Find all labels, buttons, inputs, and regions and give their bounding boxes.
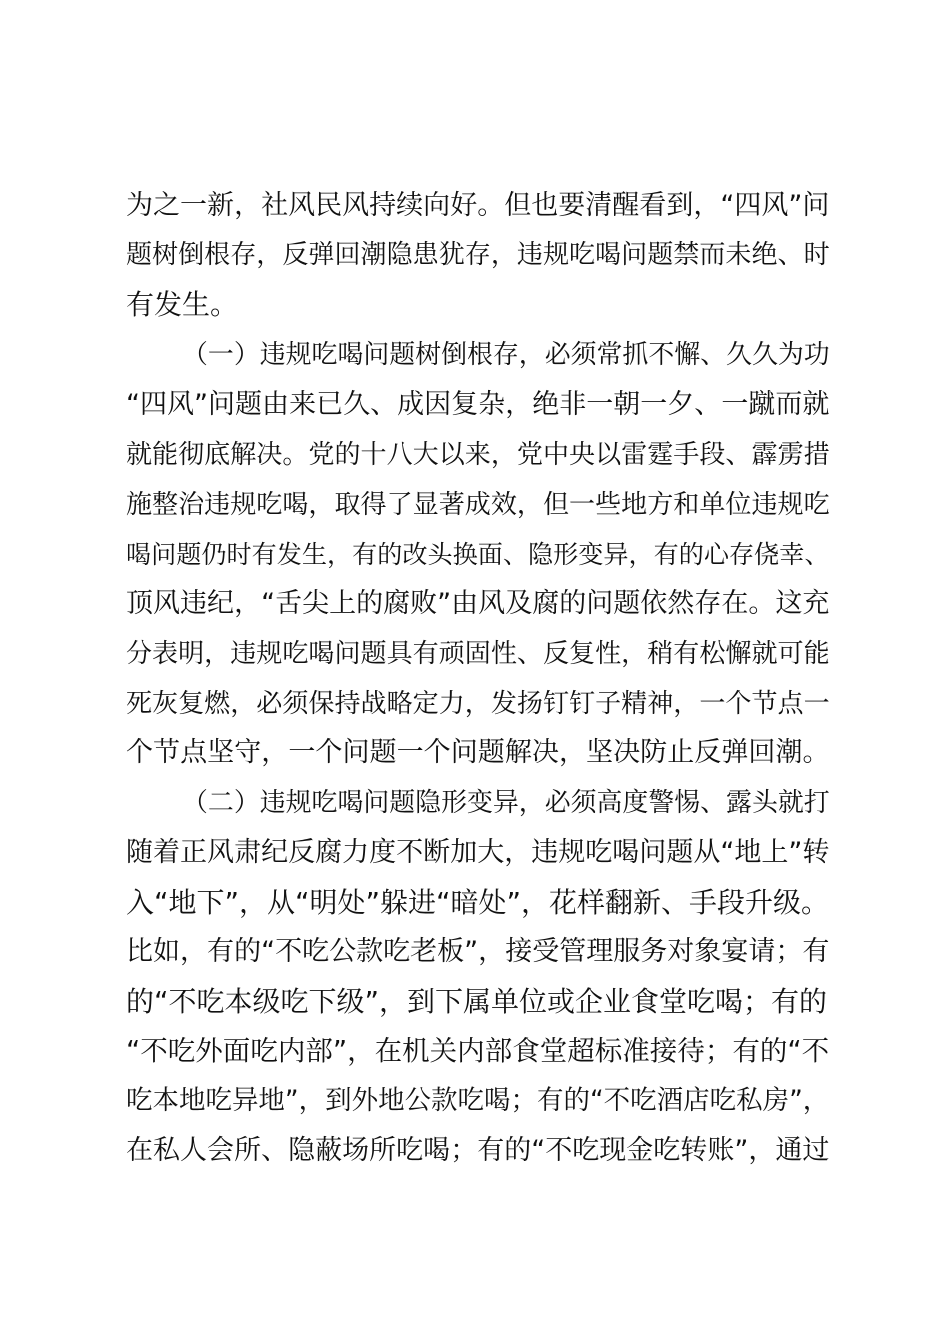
section-heading: （二）违规吃喝问题隐形变异，必须高度警惕、露头就打 (182, 788, 830, 818)
text-line: 个节点坚守，一个问题一个问题解决，坚决防止反弹回潮。 (126, 737, 830, 768)
text-line: 有发生。 (126, 288, 239, 321)
text-line: 施整治违规吃喝，取得了显著成效，但一些地方和单位违规吃 (126, 490, 830, 520)
text-line: 分表明，违规吃喝问题具有顽固性、反复性，稍有松懈就可能 (126, 639, 830, 669)
section-heading: （一）违规吃喝问题树倒根存，必须常抓不懈、久久为功 (182, 340, 830, 370)
text-line: 随着正风肃纪反腐力度不断加大，违规吃喝问题从“地上”转 (126, 837, 830, 868)
text-line: 吃本地吃异地”，到外地公款吃喝；有的“不吃酒店吃私房”， (126, 1085, 830, 1116)
text-line: 的“不吃本级吃下级”，到下属单位或企业食堂吃喝；有的 (126, 985, 828, 1018)
text-line: 喝问题仍时有发生，有的改头换面、隐形变异，有的心存侥幸、 (126, 540, 830, 569)
text-line: 题树倒根存，反弹回潮隐患犹存，违规吃喝问题禁而未绝、时 (126, 240, 830, 270)
text-line: 就能彻底解决。党的十八大以来，党中央以雷霆手段、霹雳措 (126, 440, 830, 470)
text-line: 死灰复燃，必须保持战略定力，发扬钉钉子精神，一个节点一 (126, 689, 830, 719)
text-line: 为之一新，社风民风持续向好。但也要清醒看到，“四风”问 (126, 190, 830, 221)
text-line: 顶风违纪，“舌尖上的腐败”由风及腐的问题依然存在。这充 (126, 588, 830, 619)
text-line: “四风”问题由来已久、成因复杂，绝非一朝一夕、一蹴而就 (126, 389, 830, 420)
text-line: 入“地下”，从“明处”躲进“暗处”，花样翻新、手段升级。 (126, 886, 830, 919)
text-line: 在私人会所、隐蔽场所吃喝；有的“不吃现金吃转账”，通过 (126, 1135, 830, 1166)
text-line: 比如，有的“不吃公款吃老板”，接受管理服务对象宴请；有 (126, 936, 830, 967)
text-line: “不吃外面吃内部”，在机关内部食堂超标准接待；有的“不 (126, 1035, 830, 1067)
